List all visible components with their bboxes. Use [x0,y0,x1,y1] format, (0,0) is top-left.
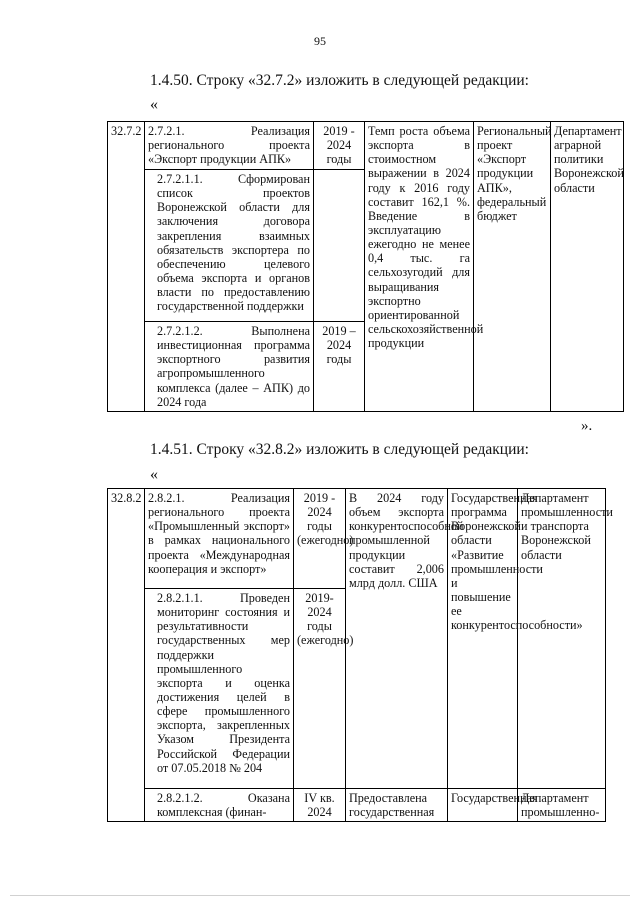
page-number: 95 [314,34,326,48]
task-text: 2.7.2.1.1. Сформирован список проектов Воронежской области для заключения договора закрепления взаимных обязательств экспортера по обеспечению целевого объема экспорта и органов власти по предоставлению государственной поддержки [145,170,314,322]
table-row-32-8-2 [107,488,613,822]
row-code: 32.8.2 [108,489,145,822]
task-period: 2019 – 2024 годы [314,322,365,412]
open-quote-2: « [150,466,158,483]
source-text-continued: Государственная [448,789,518,822]
task-period: IV кв. 2024 [294,789,346,822]
indicator-text: В 2024 году объем экспорта конкурентоспособной промышленной продукции составит 2,006 млрд долл. США [346,489,448,789]
source-text: Региональный проект «Экспорт продукции АПК», федеральный бюджет [474,122,551,412]
indicator-text-continued: Предоставлена государственная [346,789,448,822]
task-text: 2.7.2.1. Реализация регионального проекта «Экспорт продукции АПК» [145,122,314,170]
executor-text: Департамент аграрной политики Воронежской области [551,122,624,412]
open-quote-1: « [150,96,158,113]
task-period: 2019 - 2024 годы (ежегодно) [294,489,346,589]
source-text: Государственная программа Воронежской области «Развитие промышленности и повышение ее конкурентоспособности» [448,489,518,789]
task-text: 2.7.2.1.2. Выполнена инвестиционная программа экспортного развития агропромышленного комплекса (далее – АПК) до 2024 года [145,322,314,412]
executor-text-continued: Департамент промышленно- [518,789,606,822]
task-period: 2019 - 2024 годы [314,122,365,170]
row-code: 32.7.2 [108,122,145,412]
task-text: 2.8.2.1.2. Оказана комплексная (финан- [145,789,294,822]
executor-text: Департамент промышленности и транспорта Воронежской области [518,489,606,789]
section-heading-1: 1.4.50. Строку «32.7.2» изложить в следующей редакции: [150,72,529,89]
task-text: 2.8.2.1. Реализация регионального проекта «Промышленный экспорт» в рамках национального проекта «Международная кооперация и экспорт» [145,489,294,589]
table-row-32-7-2 [107,121,624,412]
indicator-text: Темп роста объема экспорта в стоимостном выражении в 2024 году к 2016 году составит 162,1 %. Введение в эксплуатацию ежегодно не менее 0,4 тыс. га сельхозугодий для выращивания экспортно ориентированной сельскохозяйственной продукции [365,122,474,412]
task-period: 2019- 2024 годы (ежегодно) [294,589,346,789]
task-period [314,170,365,322]
page-bottom-edge [10,895,630,896]
section-heading-2: 1.4.51. Строку «32.8.2» изложить в следующей редакции: [150,441,529,458]
close-quote-1: ». [581,418,593,434]
task-text: 2.8.2.1.1. Проведен мониторинг состояния и результативности государственных мер поддержки промышленного экспорта и оценка достижения целей в сфере промышленного экспорта, закрепленных Указом Президента Российской Федерации от 07.05.2018 № 204 [145,589,294,789]
